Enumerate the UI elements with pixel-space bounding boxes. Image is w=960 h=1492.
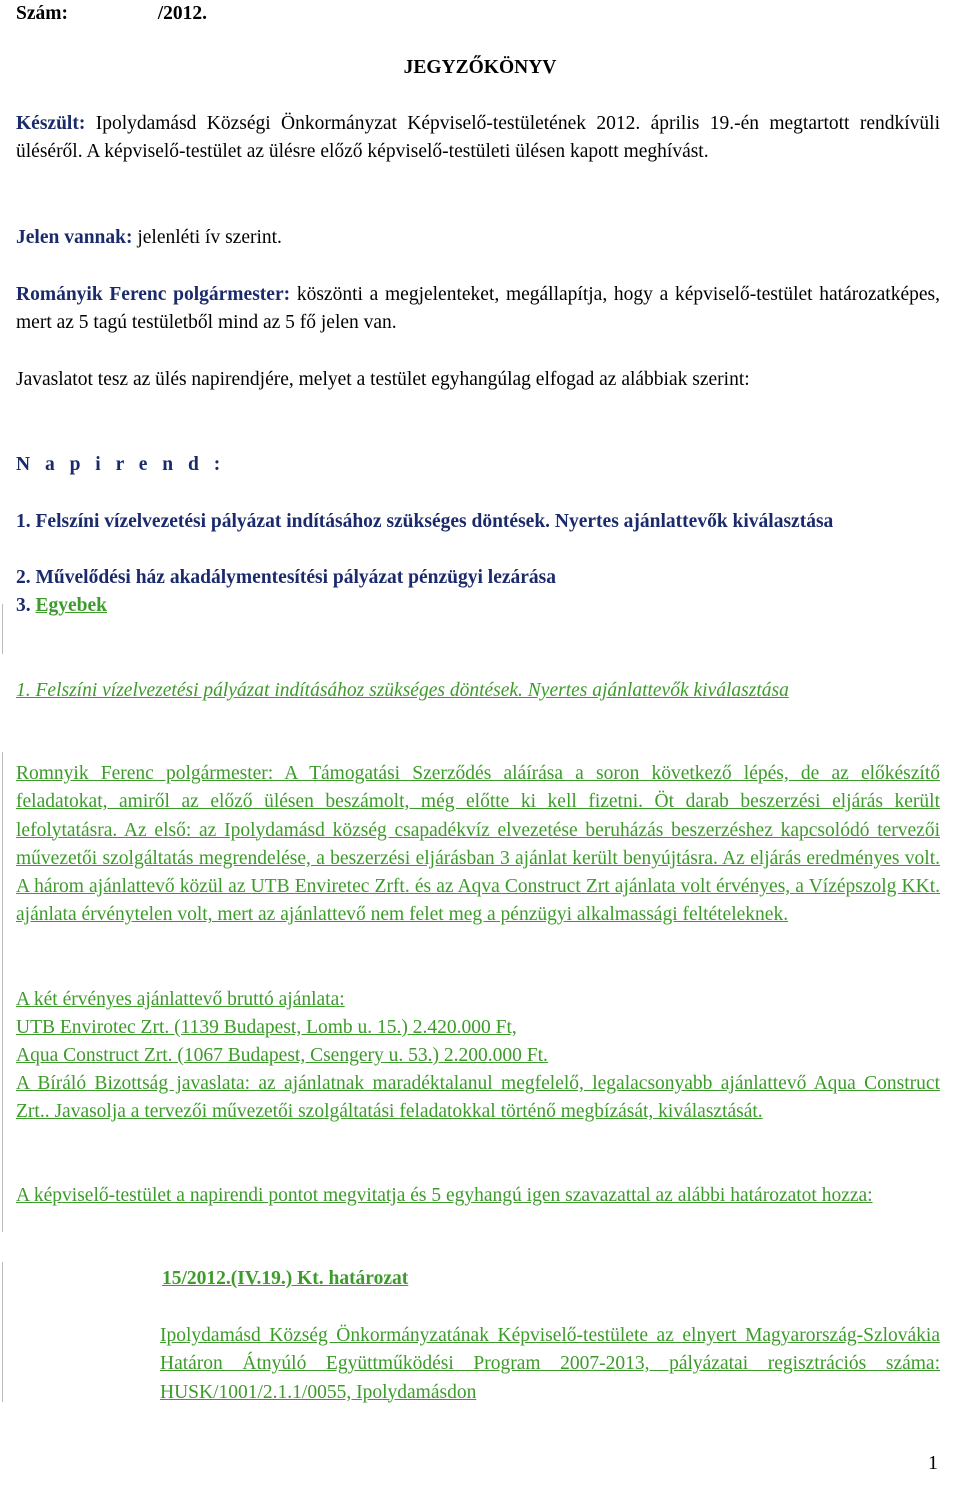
keszult-label: Készült: (16, 113, 86, 134)
agenda-item-1: 1. Felszíni vízelvezetési pályázat indításához szükséges döntések. Nyertes ajánlattevők kiválasztása (16, 511, 834, 532)
section-1-mayor-label: Romnyik Ferenc polgármester: (16, 763, 274, 784)
intro-paragraph (16, 110, 940, 167)
agenda-heading: N a p i r e n d : (16, 454, 226, 475)
attendance-label: Jelen vannak: (16, 227, 133, 248)
agenda-item-3 (16, 592, 107, 620)
resolution-number: 15/2012.(IV.19.) Kt. határozat (162, 1268, 409, 1289)
offer-utb: UTB Envirotec Zrt. (1139 Budapest, Lomb u. 15.) 2.420.000 Ft, (16, 1017, 517, 1038)
resolution-text: Ipolydamásd Község Önkormányzatának Képviselő-testülete az elnyert Magyarország-Szlovákia Határon Átnyúló Együttműködési Program 2007-2013, pályázatai regisztrációs száma: HUSK/1001/2.1.1/0055, Ipolydamásdon (160, 1325, 940, 1403)
agenda-item-3-text: Egyebek (35, 595, 108, 616)
agenda-proposal: Javaslatot tesz az ülés napirendjére, melyet a testület egyhangúlag elfogad az alábbiak szerint: (16, 369, 750, 390)
page-number: 1 (928, 1452, 938, 1474)
offer-aqua: Aqua Construct Zrt. (1067 Budapest, Csengery u. 53.) 2.200.000 Ft. (16, 1045, 548, 1066)
offers-heading: A két érvényes ajánlattevő bruttó ajánlata: (16, 989, 345, 1010)
keszult-text: Ipolydamásd Községi Önkormányzat Képviselő-testületének 2012. április 19.-én megtartott rendkívüli üléséről. A képviselő-testület az ülésre előző képviselő-testületi ülésen kapott meghívást. (16, 113, 940, 163)
document-number (16, 0, 207, 28)
section-1-heading: 1. Felszíni vízelvezetési pályázat indításához szükséges döntések. Nyertes ajánlattevők kiválasztása (16, 680, 789, 701)
mayor-opening (16, 281, 940, 338)
attendance-text: jelenléti ív szerint. (137, 227, 282, 248)
mayor-label: Rományik Ferenc polgármester: (16, 284, 291, 305)
agenda-item-3-number: 3. (16, 595, 31, 616)
attendance-line (16, 224, 282, 252)
committee-proposal: A Bíráló Bizottság javaslata: az ajánlatnak maradéktalanul megfelelő, legalacsonyabb ajánlattevő Aqua Construct Zrt.. Javasolja a tervezői művezetői szolgáltatási feladatokkal történő megbízását, kiválasztását. (16, 1073, 940, 1123)
section-1-body (16, 760, 940, 930)
margin-marker (2, 604, 3, 654)
change-bar-2 (2, 1262, 3, 1402)
document-title: JEGYZŐKÖNYV (403, 57, 557, 78)
number-value: /2012. (157, 3, 208, 24)
change-bar (2, 752, 3, 1232)
agenda-item-2: 2. Művelődési ház akadálymentesítési pályázat pénzügyi lezárása (16, 567, 557, 588)
vote-statement: A képviselő-testület a napirendi pontot megvitatja és 5 egyhangú igen szavazattal az alábbi határozatot hozza: (16, 1185, 873, 1206)
mayor-text: köszönti a megjelenteket, megállapítja, hogy a képviselő-testület határozatképes, mert az 5 tagú testületből mind az 5 fő jelen van. (16, 284, 940, 334)
section-1-text: A Támogatási Szerződés aláírása a soron következő lépés, de az előkészítő feladatokat, amiről az előző ülésen beszámolt, még előtte ki kell fizetni. Öt darab beszerzési eljárás került lefolytatásra. Az első: az Ipolydamásd község csapadékvíz elvezetése beruházás beszerzéshez kapcsolódó tervezői művezetői szolgáltatás megrendelése, a beszerzési eljárásban 3 ajánlat került benyújtásra. Az eljárás eredményes volt. A három ajánlattevő közül az UTB Enviretec Zrft. és az Aqva Construct Zrt ajánlata volt érvényes, a Vízépszolg KKt. ajánlata érvénytelen volt, mert az ajánlattevő nem felet meg a pénzügyi alkalmassági feltételeknek. (16, 763, 940, 926)
number-label: Szám: (16, 3, 68, 24)
